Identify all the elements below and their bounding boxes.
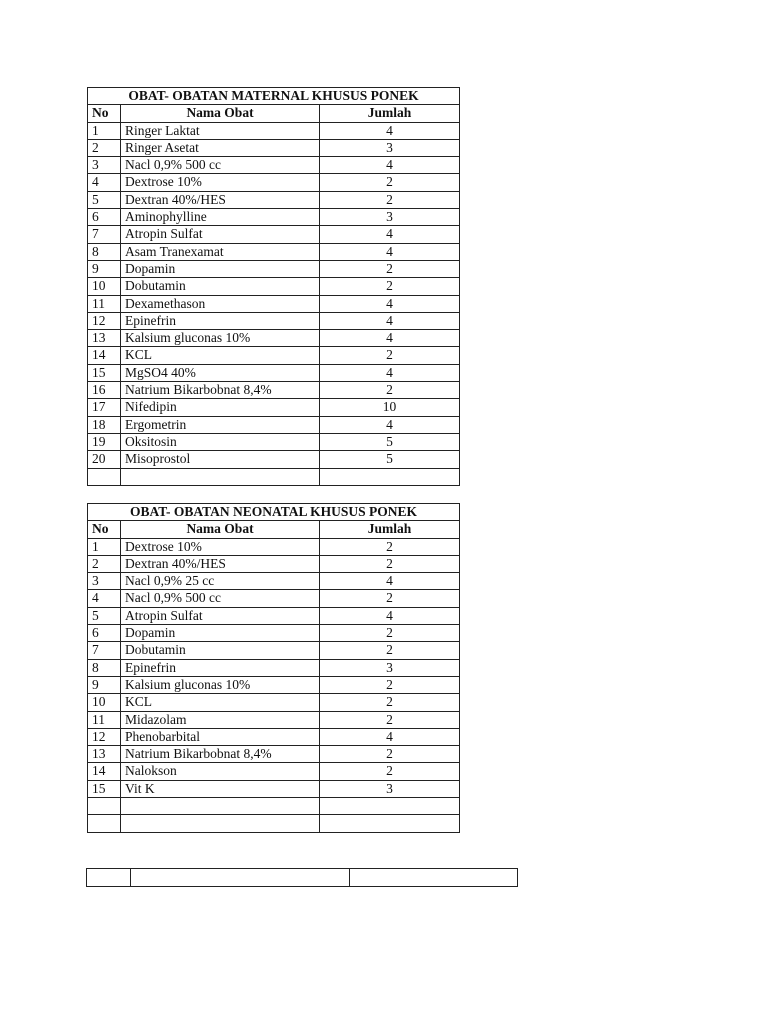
cell-qty: 2 [320,555,460,572]
maternal-title-row [88,88,460,105]
cell-qty: 2 [320,174,460,191]
cell-name: Dobutamin [121,642,320,659]
cell-name: Dextran 40%/HES [121,555,320,572]
cell-qty: 3 [320,659,460,676]
table-row [88,694,460,711]
table-row [88,780,460,797]
table-row [88,815,460,832]
cell-no: 2 [88,139,121,156]
cell-name: Atropin Sulfat [121,607,320,624]
empty-cell [87,869,131,887]
table-row [88,295,460,312]
cell-no: 12 [88,312,121,329]
cell-no: 19 [88,433,121,450]
cell-qty: 4 [320,416,460,433]
cell-no: 11 [88,295,121,312]
cell-qty: 3 [320,780,460,797]
cell-qty: 2 [320,694,460,711]
table-row [88,555,460,572]
table-row [88,538,460,555]
table-row [88,746,460,763]
cell-name: Nalokson [121,763,320,780]
cell-no: 12 [88,728,121,745]
cell-no: 5 [88,607,121,624]
cell-no: 4 [88,174,121,191]
cell-name: Atropin Sulfat [121,226,320,243]
neonatal-table-title: OBAT- OBATAN NEONATAL KHUSUS PONEK [88,504,460,521]
table-row [88,174,460,191]
table-row [88,468,460,485]
cell-qty: 4 [320,573,460,590]
cell-name: Ringer Laktat [121,122,320,139]
table-row [88,590,460,607]
table-row [88,607,460,624]
maternal-header-qty: Jumlah [320,105,460,122]
cell-name: Nifedipin [121,399,320,416]
maternal-table-title: OBAT- OBATAN MATERNAL KHUSUS PONEK [88,88,460,105]
cell-no: 7 [88,642,121,659]
maternal-header-no: No [88,105,121,122]
empty-cell [131,869,350,887]
cell-name: Nacl 0,9% 500 cc [121,157,320,174]
maternal-header-name: Nama Obat [121,105,320,122]
cell-name: Dextrose 10% [121,174,320,191]
cell-qty: 4 [320,728,460,745]
table-row [88,625,460,642]
cell-no: 3 [88,157,121,174]
table-row [88,330,460,347]
cell-qty: 2 [320,590,460,607]
cell-no: 1 [88,122,121,139]
table-row [88,347,460,364]
cell-name: Dextrose 10% [121,538,320,555]
cell-name: Nacl 0,9% 25 cc [121,573,320,590]
table-row [88,157,460,174]
table-row [88,676,460,693]
table-row [88,139,460,156]
cell-name [121,468,320,485]
table-row [88,191,460,208]
cell-name: MgSO4 40% [121,364,320,381]
cell-qty: 4 [320,243,460,260]
cell-no: 8 [88,243,121,260]
cell-no: 9 [88,676,121,693]
cell-no: 14 [88,347,121,364]
cell-qty: 4 [320,330,460,347]
table-row [88,659,460,676]
cell-qty: 5 [320,451,460,468]
maternal-drug-table [87,87,460,486]
cell-no: 9 [88,260,121,277]
table-row [88,260,460,277]
cell-no: 6 [88,209,121,226]
cell-qty [320,798,460,815]
cell-no: 1 [88,538,121,555]
cell-name [121,815,320,832]
neonatal-header-no: No [88,521,121,538]
table-row [88,399,460,416]
table-row [88,416,460,433]
table-row [88,763,460,780]
table-row [88,728,460,745]
cell-name: Ergometrin [121,416,320,433]
cell-qty: 3 [320,139,460,156]
table-row [88,433,460,450]
table-row [88,573,460,590]
cell-qty: 4 [320,157,460,174]
empty-cell [350,869,518,887]
empty-table [86,868,518,887]
cell-qty: 10 [320,399,460,416]
cell-name: Midazolam [121,711,320,728]
cell-no: 14 [88,763,121,780]
cell-no: 20 [88,451,121,468]
cell-no: 15 [88,780,121,797]
cell-name: Kalsium gluconas 10% [121,676,320,693]
cell-qty: 2 [320,746,460,763]
neonatal-drug-table [87,503,460,833]
neonatal-header-row [88,521,460,538]
cell-qty: 3 [320,209,460,226]
cell-qty [320,468,460,485]
cell-no: 2 [88,555,121,572]
table-row [88,711,460,728]
cell-name: Misoprostol [121,451,320,468]
cell-name: Natrium Bikarbobnat 8,4% [121,746,320,763]
cell-qty: 2 [320,260,460,277]
neonatal-table-body [88,538,460,832]
cell-name: Asam Tranexamat [121,243,320,260]
cell-qty: 2 [320,382,460,399]
cell-name: Dobutamin [121,278,320,295]
cell-qty: 4 [320,226,460,243]
cell-no: 13 [88,746,121,763]
cell-qty: 2 [320,711,460,728]
cell-no: 10 [88,694,121,711]
cell-qty: 4 [320,607,460,624]
cell-name: Oksitosin [121,433,320,450]
cell-qty: 4 [320,122,460,139]
cell-name: Ringer Asetat [121,139,320,156]
cell-qty: 4 [320,364,460,381]
cell-name: KCL [121,347,320,364]
cell-no: 4 [88,590,121,607]
cell-name: Vit K [121,780,320,797]
maternal-table-body [88,122,460,485]
cell-name: Kalsium gluconas 10% [121,330,320,347]
cell-name: Natrium Bikarbobnat 8,4% [121,382,320,399]
cell-no: 13 [88,330,121,347]
cell-no: 11 [88,711,121,728]
cell-qty: 4 [320,295,460,312]
cell-qty: 2 [320,625,460,642]
cell-name: KCL [121,694,320,711]
cell-qty: 2 [320,642,460,659]
neonatal-header-name: Nama Obat [121,521,320,538]
cell-no [88,815,121,832]
maternal-header-row [88,105,460,122]
cell-no [88,468,121,485]
table-row [88,798,460,815]
cell-qty: 2 [320,191,460,208]
table-row [88,243,460,260]
cell-qty: 2 [320,676,460,693]
cell-no: 10 [88,278,121,295]
table-row [88,364,460,381]
table-row [88,451,460,468]
cell-name: Epinefrin [121,659,320,676]
cell-no: 8 [88,659,121,676]
cell-name: Dopamin [121,260,320,277]
table-row [88,642,460,659]
cell-no: 17 [88,399,121,416]
cell-name: Dopamin [121,625,320,642]
cell-no: 3 [88,573,121,590]
cell-no [88,798,121,815]
cell-no: 16 [88,382,121,399]
cell-qty: 2 [320,278,460,295]
empty-table-row [87,869,518,887]
table-row [88,278,460,295]
cell-qty: 2 [320,347,460,364]
cell-qty: 2 [320,538,460,555]
table-row [88,209,460,226]
cell-no: 7 [88,226,121,243]
table-row [88,382,460,399]
table-row [88,122,460,139]
cell-no: 6 [88,625,121,642]
cell-name: Dextran 40%/HES [121,191,320,208]
cell-name [121,798,320,815]
neonatal-header-qty: Jumlah [320,521,460,538]
cell-name: Epinefrin [121,312,320,329]
cell-name: Aminophylline [121,209,320,226]
table-row [88,312,460,329]
cell-name: Dexamethason [121,295,320,312]
cell-no: 18 [88,416,121,433]
cell-no: 5 [88,191,121,208]
cell-name: Phenobarbital [121,728,320,745]
cell-qty: 4 [320,312,460,329]
cell-qty [320,815,460,832]
cell-qty: 5 [320,433,460,450]
cell-name: Nacl 0,9% 500 cc [121,590,320,607]
neonatal-title-row [88,504,460,521]
cell-qty: 2 [320,763,460,780]
cell-no: 15 [88,364,121,381]
table-row [88,226,460,243]
